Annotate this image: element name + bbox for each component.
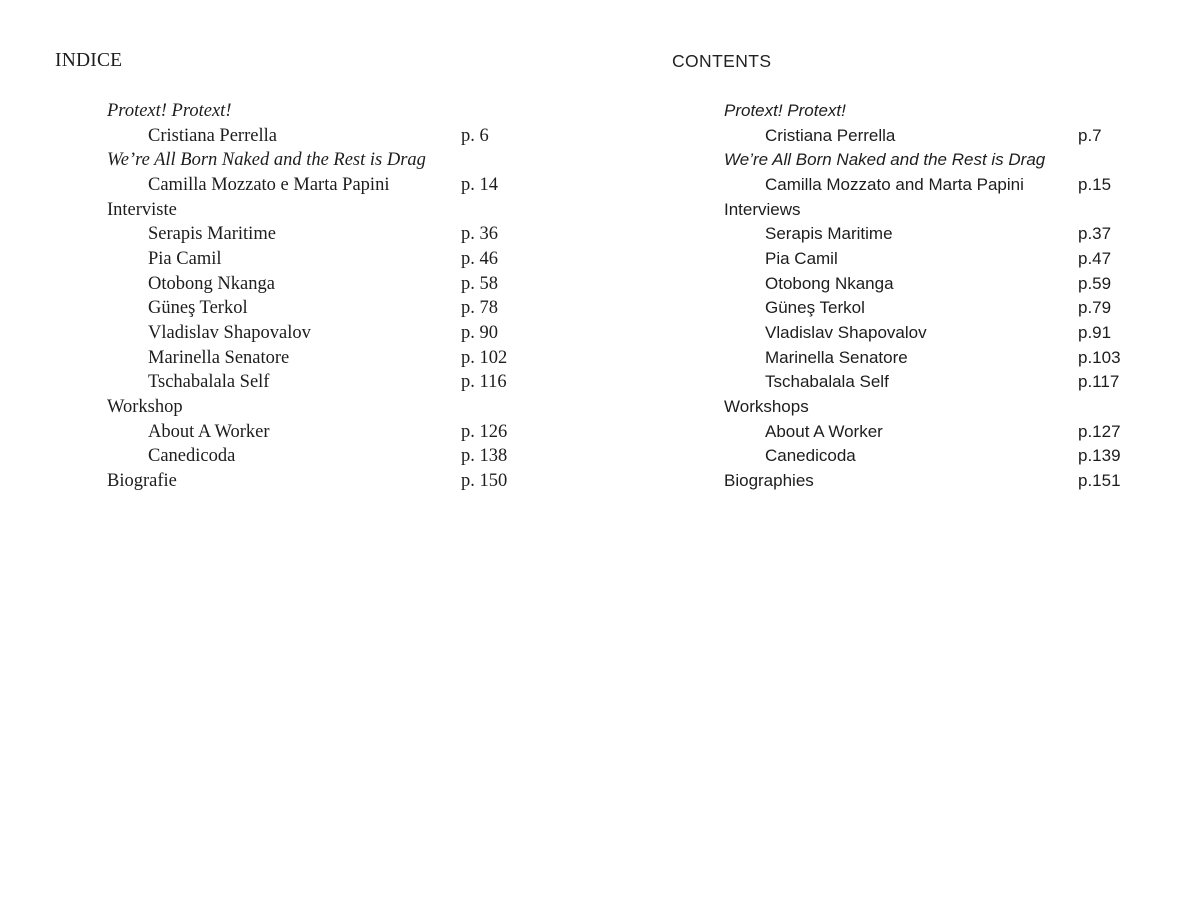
toc-column-italian bbox=[55, 50, 535, 494]
entry-page: p. 6 bbox=[461, 125, 489, 146]
toc-entry bbox=[55, 346, 535, 371]
entry-label: Güneş Terkol bbox=[765, 298, 865, 318]
entry-page: p.127 bbox=[1078, 421, 1121, 441]
entry-label: Vladislav Shapovalov bbox=[148, 322, 311, 343]
entry-label: Workshops bbox=[724, 396, 809, 416]
entry-label: Pia Camil bbox=[765, 248, 838, 268]
entry-label: Cristiana Perrella bbox=[148, 125, 277, 146]
toc-entry bbox=[55, 395, 535, 420]
entry-page: p. 150 bbox=[461, 470, 508, 491]
toc-entry bbox=[672, 198, 1152, 223]
entry-label: Interviews bbox=[724, 199, 801, 219]
entry-page: p. 78 bbox=[461, 298, 498, 319]
toc-heading-italian: INDICE bbox=[55, 50, 123, 71]
entry-label: Otobong Nkanga bbox=[148, 273, 275, 294]
entry-page: p. 102 bbox=[461, 347, 508, 368]
toc-entries-english bbox=[672, 99, 1152, 494]
toc-entry bbox=[672, 395, 1152, 420]
toc-entry bbox=[55, 222, 535, 247]
entry-label: Interviste bbox=[107, 199, 177, 220]
toc-entry bbox=[55, 173, 535, 198]
toc-entry bbox=[672, 321, 1152, 346]
entry-page: p.151 bbox=[1078, 470, 1121, 490]
toc-entry bbox=[55, 198, 535, 223]
entry-page: p.47 bbox=[1078, 248, 1112, 268]
entry-label: Vladislav Shapovalov bbox=[765, 322, 927, 342]
entry-label: Tschabalala Self bbox=[765, 372, 889, 392]
toc-entry bbox=[672, 272, 1152, 297]
entry-page: p.37 bbox=[1078, 224, 1112, 244]
entry-label: Marinella Senatore bbox=[148, 347, 290, 368]
toc-entry bbox=[55, 99, 535, 124]
toc-entry bbox=[55, 444, 535, 469]
entry-label: Protext! Protext! bbox=[724, 101, 846, 120]
entry-label: Workshop bbox=[107, 396, 183, 417]
entry-page: p.139 bbox=[1078, 446, 1121, 466]
toc-entry bbox=[672, 222, 1152, 247]
entry-label: Camilla Mozzato and Marta Papini bbox=[765, 174, 1024, 194]
entry-label: Protext! Protext! bbox=[107, 101, 232, 121]
entry-label: Otobong Nkanga bbox=[765, 273, 894, 293]
entry-label: About A Worker bbox=[148, 421, 270, 442]
entry-page: p.59 bbox=[1078, 273, 1112, 293]
entry-page: p. 126 bbox=[461, 421, 508, 442]
toc-entry bbox=[672, 444, 1152, 469]
toc-entries-italian bbox=[55, 99, 535, 494]
entry-page: p. 116 bbox=[461, 372, 507, 393]
toc-entry bbox=[672, 247, 1152, 272]
entry-label: We’re All Born Naked and the Rest is Drag bbox=[107, 150, 426, 171]
toc-entry bbox=[672, 173, 1152, 198]
entry-label: Biographies bbox=[724, 470, 814, 490]
entry-label: Tschabalala Self bbox=[148, 372, 270, 393]
toc-entry bbox=[55, 420, 535, 445]
entry-page: p.91 bbox=[1078, 322, 1112, 342]
entry-label: Güneş Terkol bbox=[148, 298, 248, 319]
entry-label: Marinella Senatore bbox=[765, 347, 908, 367]
entry-label: Camilla Mozzato e Marta Papini bbox=[148, 174, 390, 195]
entry-page: p.103 bbox=[1078, 347, 1121, 367]
toc-entry bbox=[672, 296, 1152, 321]
toc-entry bbox=[55, 247, 535, 272]
toc-entry bbox=[672, 124, 1152, 149]
entry-label: About A Worker bbox=[765, 421, 883, 441]
entry-label: Serapis Maritime bbox=[148, 224, 276, 245]
toc-entry bbox=[672, 346, 1152, 371]
entry-page: p. 58 bbox=[461, 273, 498, 294]
entry-page: p.117 bbox=[1078, 372, 1120, 392]
toc-entry bbox=[55, 296, 535, 321]
toc-column-english bbox=[672, 50, 1152, 494]
entry-page: p. 90 bbox=[461, 322, 498, 343]
toc-entry bbox=[55, 124, 535, 149]
toc-entry bbox=[55, 469, 535, 494]
entry-label: Canedicoda bbox=[765, 446, 856, 466]
entry-label: Serapis Maritime bbox=[765, 224, 893, 244]
entry-page: p.7 bbox=[1078, 125, 1102, 145]
toc-entry bbox=[55, 148, 535, 173]
toc-entry bbox=[672, 370, 1152, 395]
entry-label: Cristiana Perrella bbox=[765, 125, 896, 145]
entry-page: p. 46 bbox=[461, 248, 498, 269]
entry-label: Pia Camil bbox=[148, 248, 222, 269]
entry-page: p. 36 bbox=[461, 224, 498, 245]
toc-entry bbox=[672, 469, 1152, 494]
entry-page: p.15 bbox=[1078, 174, 1112, 194]
entry-label: Canedicoda bbox=[148, 446, 236, 467]
entry-page: p. 138 bbox=[461, 446, 508, 467]
entry-label: Biografie bbox=[107, 470, 177, 491]
entry-label: We’re All Born Naked and the Rest is Drag bbox=[724, 150, 1046, 170]
toc-entry bbox=[55, 321, 535, 346]
toc-entry bbox=[672, 148, 1152, 173]
entry-page: p. 14 bbox=[461, 174, 498, 195]
toc-entry bbox=[55, 370, 535, 395]
toc-entry bbox=[672, 420, 1152, 445]
toc-heading-english: CONTENTS bbox=[672, 51, 772, 71]
toc-entry bbox=[672, 99, 1152, 124]
entry-page: p.79 bbox=[1078, 298, 1112, 318]
toc-entry bbox=[55, 272, 535, 297]
